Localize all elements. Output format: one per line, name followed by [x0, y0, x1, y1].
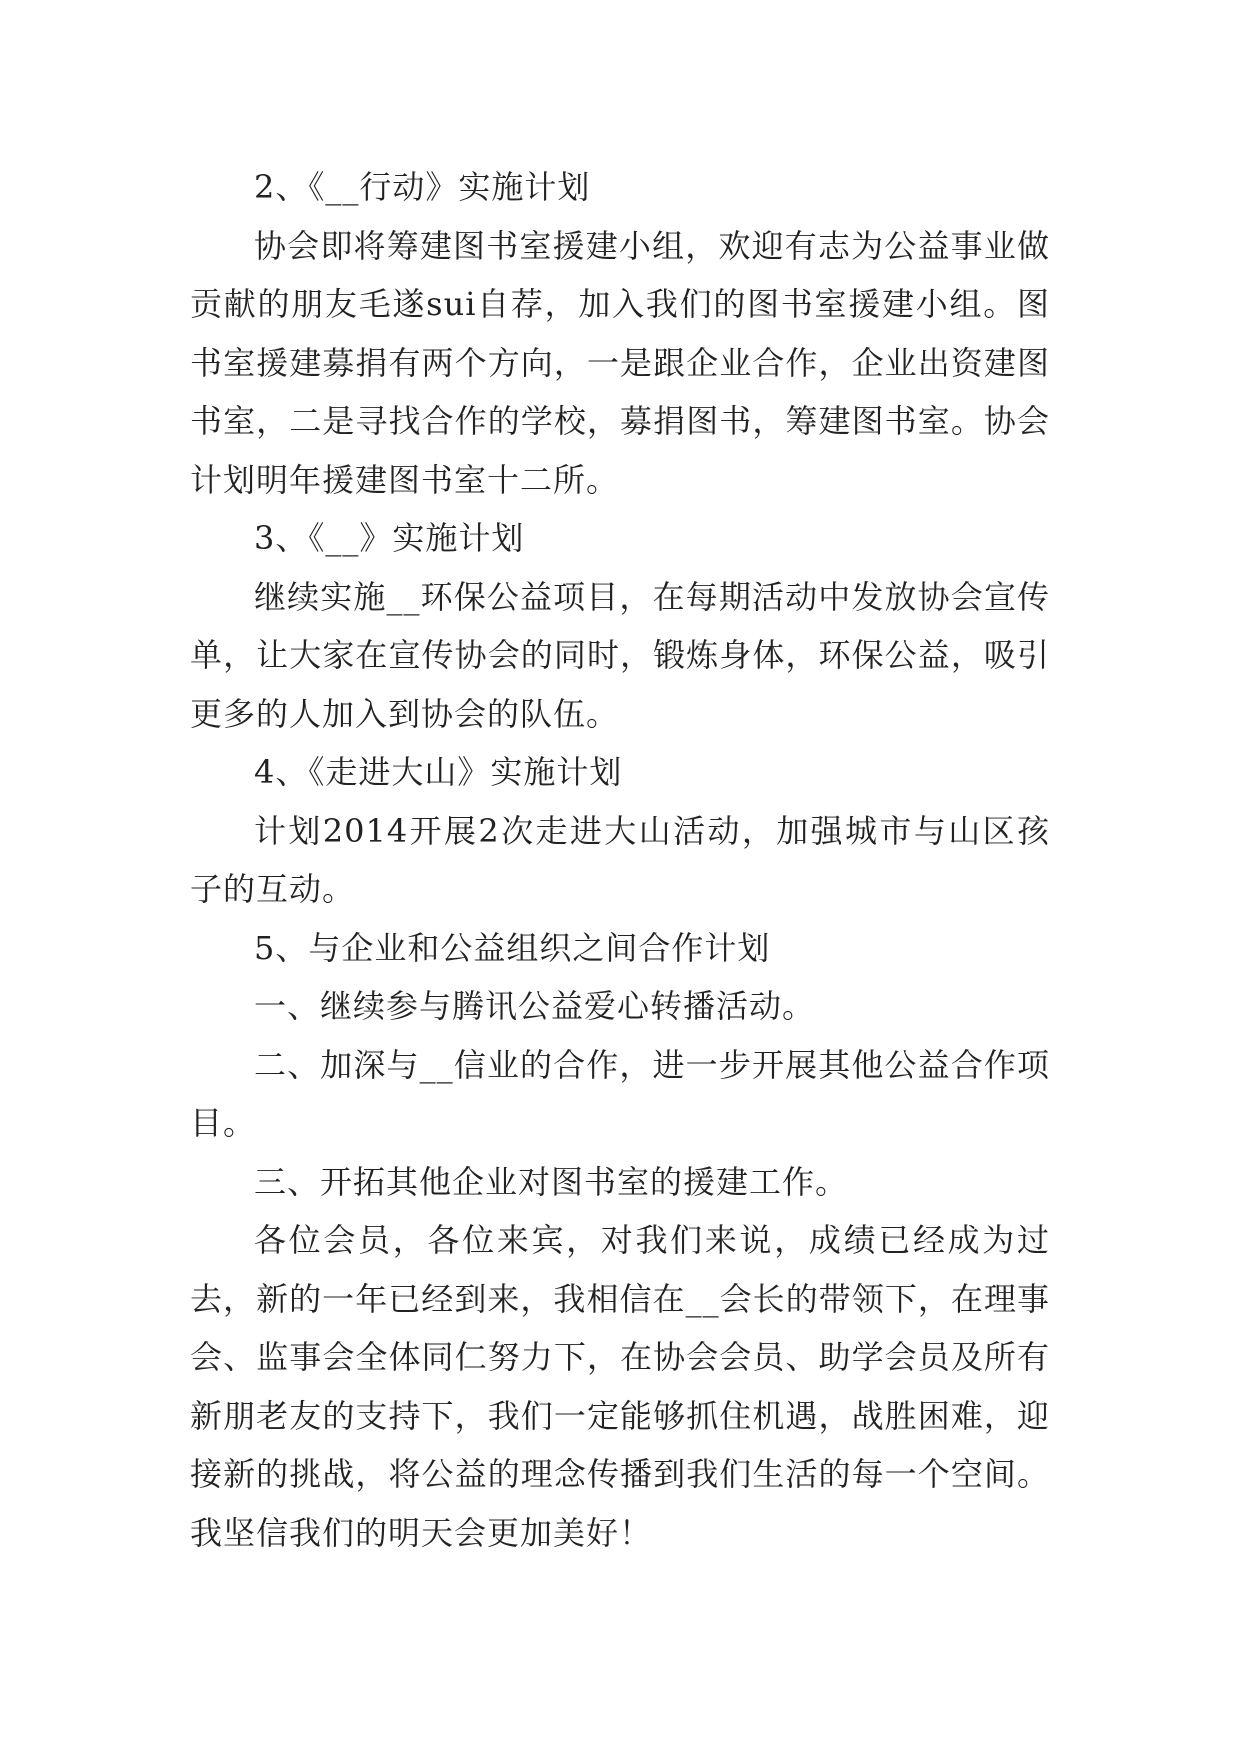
document-body — [190, 158, 1050, 1562]
paragraph-environment-plan: 继续实施__环保公益项目，在每期活动中发放协会宣传单，让大家在宣传协会的同时，锻炼身体，环保公益，吸引更多的人加入到协会的队伍。 — [190, 577, 1050, 733]
closing-paragraph: 各位会员，各位来宾，对我们来说，成绩已经成为过去，新的一年已经到来，我相信在__会长的带领下，在理事会、监事会全体同仁努力下，在协会会员、助学会员及所有新朋老友的支持下，我们一定能够抓住机遇，战胜困难，迎接新的挑战，将公益的理念传播到我们生活的每一个空间。我坚信我们的明天会更加美好！ — [190, 1221, 1050, 1552]
list-item-2: 二、加深与__信业的合作，进一步开展其他公益合作项目。 — [190, 1045, 1050, 1142]
section-heading-2: 2、《__行动》实施计划 — [254, 168, 591, 206]
paragraph-mountain-plan: 计划2014开展2次走进大山活动，加强城市与山区孩子的互动。 — [190, 811, 1050, 908]
section-heading-5: 5、与企业和公益组织之间合作计划 — [254, 928, 771, 967]
section-heading-4: 4、《走进大山》实施计划 — [254, 753, 623, 791]
section-heading-3: 3、《__》实施计划 — [254, 519, 525, 557]
list-item-1: 一、继续参与腾讯公益爱心转播活动。 — [254, 987, 816, 1025]
paragraph-library-plan: 协会即将筹建图书室援建小组，欢迎有志为公益事业做贡献的朋友毛遂sui自荐，加入我们的图书室援建小组。图书室援建募捐有两个方向，一是跟企业合作，企业出资建图书室，二是寻找合作的学校，募捐图书，筹建图书室。协会计划明年援建图书室十二所。 — [190, 226, 1050, 499]
list-item-3: 三、开拓其他企业对图书室的援建工作。 — [254, 1162, 849, 1201]
